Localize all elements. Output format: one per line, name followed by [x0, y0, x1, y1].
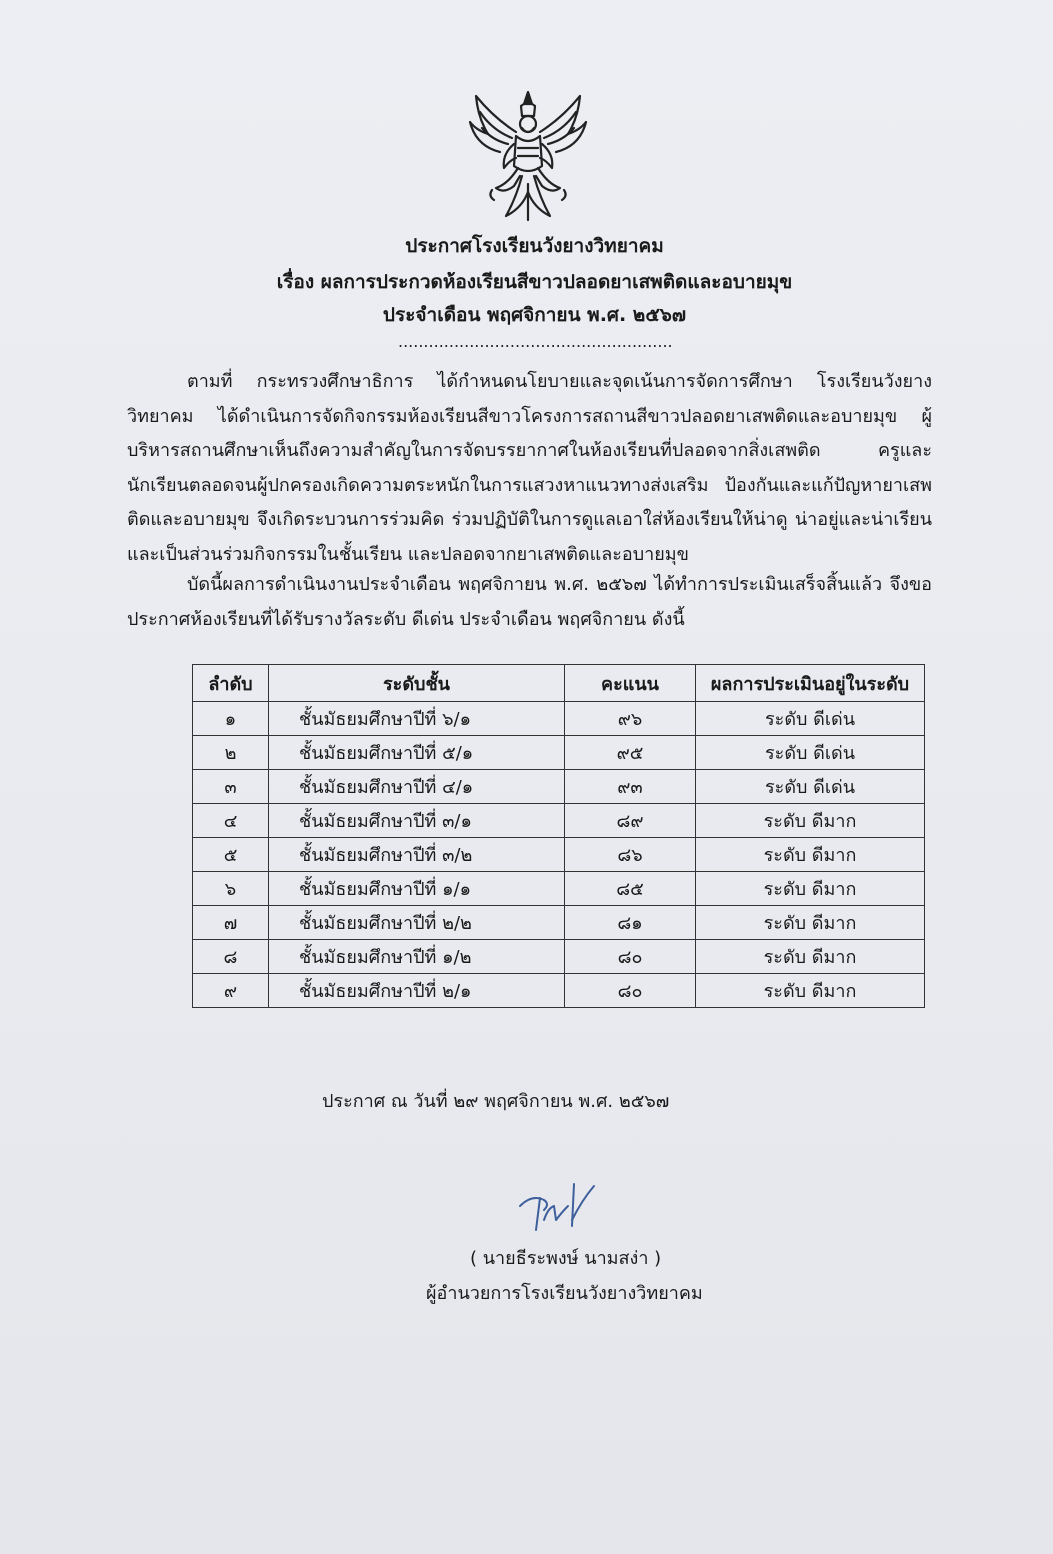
announcement-period: ประจำเดือน พฤศจิกายน พ.ศ. ๒๕๖๗ [382, 304, 687, 326]
cell-class-level: ชั้นมัธยมศึกษาปีที่ ๓/๑ [269, 804, 565, 838]
header-class-level: ระดับชั้น [269, 665, 565, 702]
header-rank: ลำดับ [193, 665, 269, 702]
table-row [193, 872, 925, 906]
cell-rank: ๒ [193, 736, 269, 770]
cell-class-level: ชั้นมัธยมศึกษาปีที่ ๖/๑ [269, 702, 565, 736]
table-row [193, 770, 925, 804]
announcement-subject: เรื่อง ผลการประกวดห้องเรียนสีขาวปลอดยาเสพติดและอบายมุข [276, 271, 793, 293]
cell-rank: ๔ [193, 804, 269, 838]
cell-rank: ๙ [193, 974, 269, 1008]
header-result-level: ผลการประเมินอยู่ในระดับ [696, 665, 925, 702]
dotted-separator: ...................................................... [398, 332, 673, 351]
results-table [192, 664, 925, 1008]
header-score: คะแนน [565, 665, 696, 702]
cell-class-level: ชั้นมัธยมศึกษาปีที่ ๕/๑ [269, 736, 565, 770]
cell-class-level: ชั้นมัธยมศึกษาปีที่ ๓/๒ [269, 838, 565, 872]
handwritten-signature [514, 1180, 614, 1240]
cell-score: ๙๖ [565, 702, 696, 736]
cell-rank: ๓ [193, 770, 269, 804]
cell-class-level: ชั้นมัธยมศึกษาปีที่ ๔/๑ [269, 770, 565, 804]
announcement-title: ประกาศโรงเรียนวังยางวิทยาคม [405, 235, 664, 257]
cell-result-level: ระดับ ดีเด่น [696, 736, 925, 770]
cell-result-level: ระดับ ดีเด่น [696, 770, 925, 804]
cell-score: ๘๐ [565, 940, 696, 974]
cell-rank: ๖ [193, 872, 269, 906]
cell-result-level: ระดับ ดีมาก [696, 804, 925, 838]
body-paragraph-2: บัดนี้ผลการดำเนินงานประจำเดือน พฤศจิกายน พ.ศ. ๒๕๖๗ ได้ทำการประเมินเสร็จสิ้นแล้ว จึงขอประกาศห้องเรียนที่ได้รับรางวัลระดับ ดีเด่น ประจำเดือน พฤศจิกายน ดังนี้ [127, 574, 932, 630]
cell-score: ๘๑ [565, 906, 696, 940]
table-row [193, 838, 925, 872]
table-row [193, 940, 925, 974]
table-row [193, 702, 925, 736]
cell-result-level: ระดับ ดีมาก [696, 940, 925, 974]
table-row [193, 804, 925, 838]
signer-position: ผู้อำนวยการโรงเรียนวังยางวิทยาคม [426, 1283, 703, 1304]
table-header-row [193, 665, 925, 702]
table-row [193, 974, 925, 1008]
signer-name: ( นายธีระพงษ์ นามสง่า ) [470, 1248, 662, 1269]
cell-result-level: ระดับ ดีมาก [696, 838, 925, 872]
cell-score: ๙๓ [565, 770, 696, 804]
cell-score: ๙๕ [565, 736, 696, 770]
announcement-date: ประกาศ ณ วันที่ ๒๙ พฤศจิกายน พ.ศ. ๒๕๖๗ [322, 1091, 670, 1112]
cell-class-level: ชั้นมัธยมศึกษาปีที่ ๒/๒ [269, 906, 565, 940]
cell-class-level: ชั้นมัธยมศึกษาปีที่ ๑/๒ [269, 940, 565, 974]
garuda-emblem-icon [466, 88, 590, 224]
cell-rank: ๗ [193, 906, 269, 940]
cell-rank: ๕ [193, 838, 269, 872]
body-paragraph-1: ตามที่ กระทรวงศึกษาธิการ ได้กำหนดนโยบายและจุดเน้นการจัดการศึกษา โรงเรียนวังยางวิทยาคม ได้ดำเนินการจัดกิจกรรมห้องเรียนสีขาวโครงการสถานสีขาวปลอดยาเสพติดและอบายมุข ผู้บริหารสถานศึกษาเห็นถึงความสำคัญในการจัดบรรยากาศในห้องเรียนที่ปลอดจากสิ่งเสพติด ครูและนักเรียนตลอดจนผู้ปกครองเกิดความตระหนักในการแสวงหาแนวทางส่งเสริม ป้องกันและแก้ปัญหายาเสพติดและอบายมุข จึงเกิดระบวนการร่วมคิด ร่วมปฏิบัติในการดูแลเอาใส่ห้องเรียนให้น่าดู น่าอยู่และน่าเรียนและเป็นส่วนร่วมกิจกรรมในชั้นเรียน และปลอดจากยาเสพติดและอบายมุข [127, 371, 932, 565]
cell-score: ๘๖ [565, 838, 696, 872]
cell-rank: ๘ [193, 940, 269, 974]
cell-result-level: ระดับ ดีมาก [696, 872, 925, 906]
cell-class-level: ชั้นมัธยมศึกษาปีที่ ๑/๑ [269, 872, 565, 906]
cell-result-level: ระดับ ดีมาก [696, 974, 925, 1008]
cell-class-level: ชั้นมัธยมศึกษาปีที่ ๒/๑ [269, 974, 565, 1008]
table-row [193, 906, 925, 940]
cell-score: ๘๙ [565, 804, 696, 838]
cell-score: ๘๕ [565, 872, 696, 906]
table-row [193, 736, 925, 770]
cell-result-level: ระดับ ดีเด่น [696, 702, 925, 736]
cell-score: ๘๐ [565, 974, 696, 1008]
cell-rank: ๑ [193, 702, 269, 736]
cell-result-level: ระดับ ดีมาก [696, 906, 925, 940]
